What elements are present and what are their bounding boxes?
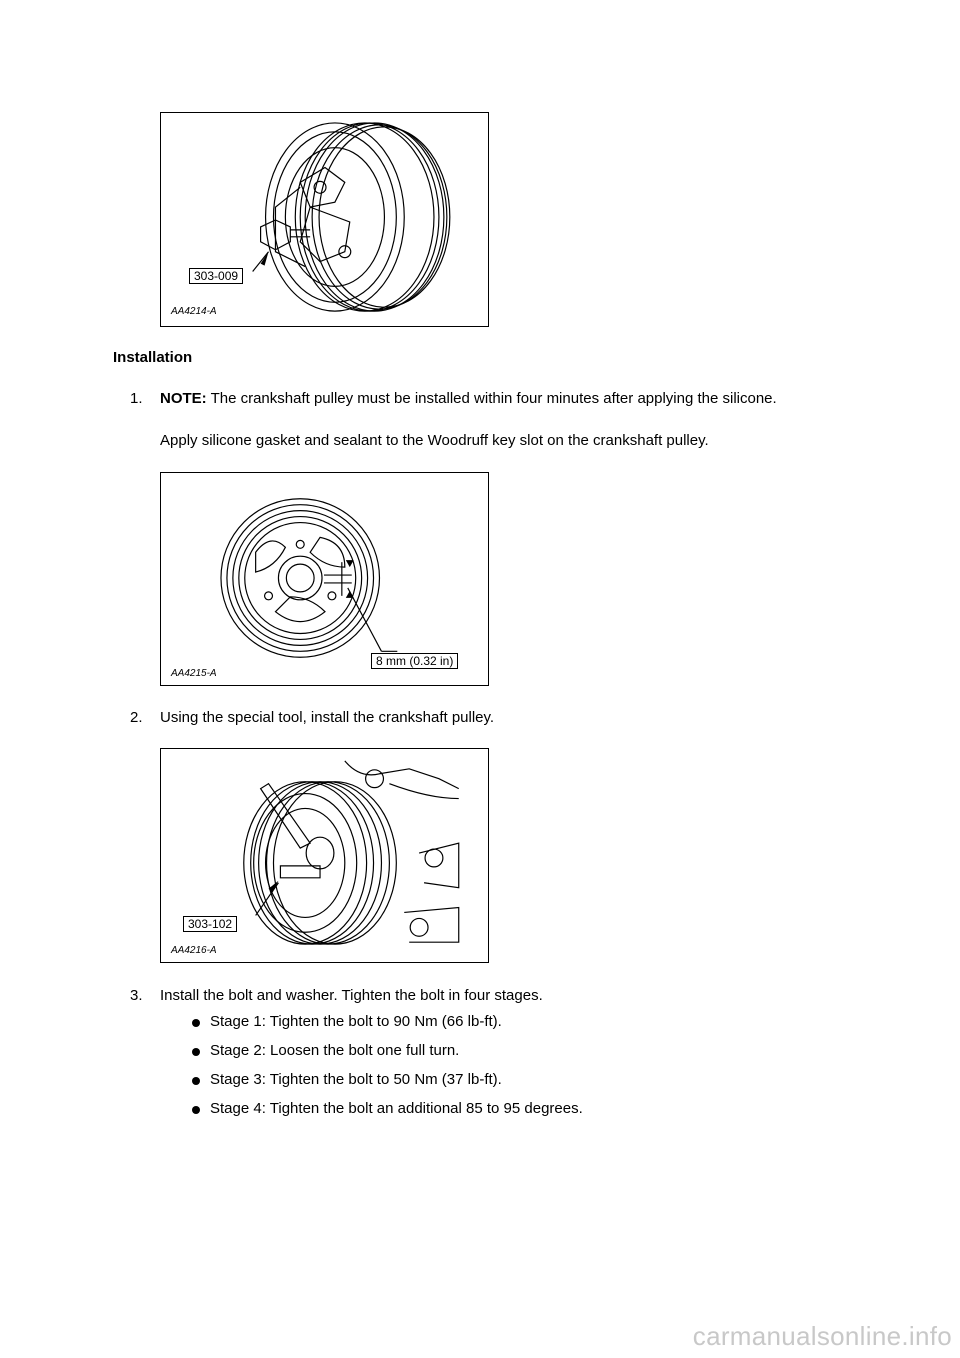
step-number: 2. [130,709,143,726]
step-number: 3. [130,987,143,1004]
bullet-item: Stage 2: Loosen the bolt one full turn. [210,1042,460,1059]
figure-pulley-sealant [160,472,489,686]
site-watermark[interactable]: carmanualsonline.info [692,1321,952,1351]
section-heading: Installation [113,349,193,366]
figure-id-label: AA4216-A [171,945,217,956]
figure-id-label: AA4215-A [171,668,217,679]
step-number: 1. [130,390,143,407]
tool-callout-303-102: 303-102 [183,916,237,932]
pulley-tool-illustration [161,113,488,326]
dimension-callout: 8 mm (0.32 in) [371,653,458,669]
figure-pulley-removal [160,112,489,327]
tool-callout-303-009: 303-009 [189,268,243,284]
step-text: Using the special tool, install the crankshaft pulley. [160,709,495,726]
bullet-item: Stage 4: Tighten the bolt an additional 85 to 95 degrees. [210,1100,583,1117]
bullet-item: Stage 3: Tighten the bolt to 50 Nm (37 lb-ft). [210,1071,502,1088]
bullet-dot [192,1048,200,1056]
note-text: The crankshaft pulley must be installed within four minutes after applying the silicone. [206,390,777,407]
bullet-dot [192,1019,200,1027]
step-text: Apply silicone gasket and sealant to the Woodruff key slot on the crankshaft pulley. [160,432,709,449]
bullet-dot [192,1106,200,1114]
figure-pulley-install [160,748,489,963]
bullet-dot [192,1077,200,1085]
bullet-item: Stage 1: Tighten the bolt to 90 Nm (66 lb-ft). [210,1013,502,1030]
note-label: NOTE: [160,390,207,407]
step-text: Install the bolt and washer. Tighten the bolt in four stages. [160,987,543,1004]
note-line [160,390,777,407]
figure-id-label: AA4214-A [171,306,217,317]
